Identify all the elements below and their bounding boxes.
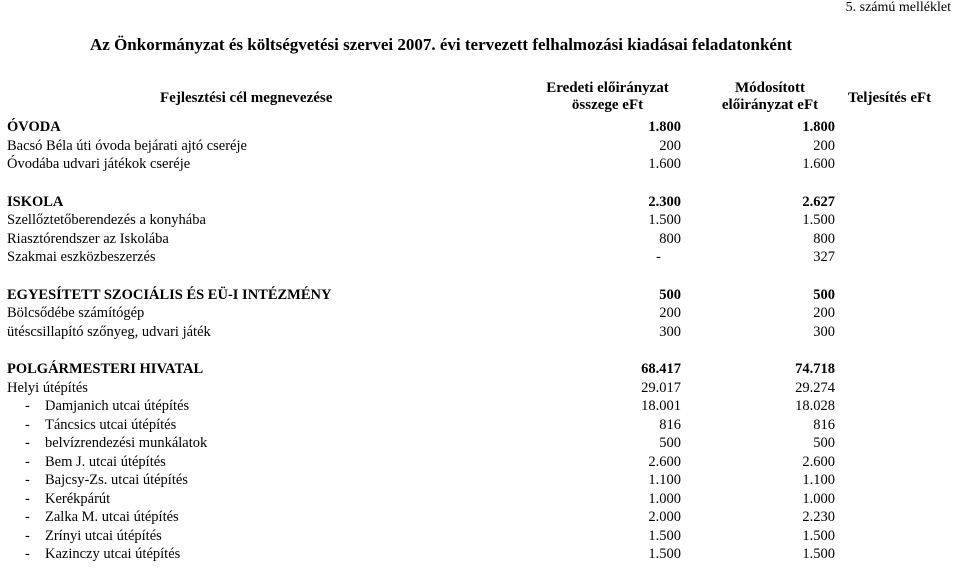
header-name: Fejlesztési cél megnevezése (160, 90, 333, 106)
modified-value: 1.500 (802, 212, 835, 228)
list-dash: - (25, 509, 30, 525)
table-row (7, 323, 847, 342)
row-label: Szellőztetőberendezés a konyhába (7, 212, 206, 228)
original-value: 200 (659, 305, 681, 321)
row-label: Damjanich utcai útépítés (45, 398, 190, 414)
modified-value: 29.274 (795, 379, 835, 396)
header-original-budget-line1: Eredeti előirányzat (546, 80, 669, 96)
modified-value: 327 (813, 249, 835, 265)
modified-value: 200 (813, 305, 835, 321)
modified-value: 300 (813, 323, 835, 340)
row-label: POLGÁRMESTERI HIVATAL (7, 361, 204, 377)
header-modified-budget-line2: előirányzat eFt (721, 97, 819, 113)
row-label: Bölcsődébe számítógép (7, 305, 145, 321)
row-label: ütéscsillapító szőnyeg, udvari játék (7, 323, 211, 340)
row-label: belvízrendezési munkálatok (45, 435, 208, 451)
header-completion: Teljesítés eFt (848, 90, 932, 106)
modified-value: 1.000 (802, 490, 835, 507)
modified-value: 800 (813, 230, 835, 247)
list-dash: - (25, 490, 30, 507)
header-original-budget-line2: összege eFt (571, 97, 644, 113)
original-value: 1.600 (648, 156, 681, 172)
budget-table (7, 118, 847, 564)
row-label: Zrínyi utcai útépítés (45, 527, 162, 544)
modified-value: 2.230 (802, 509, 835, 525)
table-row (7, 155, 847, 174)
original-value: 1.000 (648, 490, 681, 507)
row-label: Óvodába udvari játékok cseréje (7, 156, 191, 172)
table-row (7, 434, 847, 453)
modified-value: 1.100 (802, 472, 835, 488)
original-value: 2.000 (648, 509, 681, 525)
list-dash: - (25, 416, 30, 433)
table-row (7, 490, 847, 509)
row-label: Bajcsy-Zs. utcai útépítés (45, 472, 188, 488)
page-title: Az Önkormányzat és költségvetési szervei 2007. évi tervezett felhalmozási kiadásai feladatonként (90, 35, 793, 54)
table-row (7, 230, 847, 249)
row-label: Zalka M. utcai útépítés (45, 509, 179, 525)
table-row (7, 304, 847, 323)
table-row (7, 508, 847, 527)
table-row (7, 211, 847, 230)
row-label: Bem J. utcai útépítés (45, 453, 166, 470)
modified-value: 200 (813, 137, 835, 154)
row-label: ISKOLA (7, 193, 64, 210)
list-dash: - (25, 546, 30, 562)
original-value: 200 (659, 137, 681, 154)
header-original-budget (520, 80, 695, 114)
row-label: Táncsics utcai útépítés (45, 416, 177, 433)
section-row (7, 193, 847, 212)
row-label: ÓVODA (7, 119, 61, 135)
original-value: 1.800 (648, 119, 681, 135)
original-value: 300 (659, 323, 681, 340)
modified-value: 2.627 (802, 193, 835, 210)
original-value: 2.600 (648, 453, 681, 470)
original-value: 500 (659, 435, 681, 451)
header-modified-budget (700, 80, 840, 114)
original-value: 1.500 (648, 546, 681, 562)
original-value: 2.300 (648, 193, 681, 210)
list-dash: - (25, 398, 30, 414)
table-row (7, 416, 847, 435)
original-value: - (656, 249, 661, 265)
row-label: EGYESÍTETT SZOCIÁLIS ÉS EÜ-I INTÉZMÉNY (7, 286, 332, 303)
original-value: 500 (659, 286, 681, 303)
original-value: 800 (659, 230, 681, 247)
modified-value: 1.500 (802, 527, 835, 544)
list-dash: - (25, 435, 30, 451)
row-label: Szakmai eszközbeszerzés (7, 249, 156, 265)
table-row (7, 545, 847, 564)
row-label: Riasztórendszer az Iskolába (7, 230, 169, 247)
row-label: Kazinczy utcai útépítés (45, 546, 181, 562)
original-value: 68.417 (641, 361, 681, 377)
row-label: Helyi útépítés (7, 379, 88, 396)
row-label: Kerékpárút (45, 490, 111, 507)
original-value: 1.100 (648, 472, 681, 488)
table-row (7, 471, 847, 490)
modified-value: 18.028 (795, 398, 835, 414)
table-row (7, 379, 847, 398)
section-row (7, 360, 847, 379)
row-label: Bacsó Béla úti óvoda bejárati ajtó cseréje (7, 137, 247, 154)
modified-value: 500 (813, 286, 835, 303)
original-value: 18.001 (641, 398, 681, 414)
table-row (7, 248, 847, 267)
original-value: 1.500 (648, 212, 681, 228)
section-row (7, 286, 847, 305)
table-row (7, 453, 847, 472)
modified-value: 1.600 (802, 156, 835, 172)
annex-label: 5. számú melléklet (845, 0, 951, 15)
modified-value: 1.500 (802, 546, 835, 562)
list-dash: - (25, 527, 30, 544)
original-value: 816 (659, 416, 681, 433)
list-dash: - (25, 453, 30, 470)
table-row (7, 137, 847, 156)
list-dash: - (25, 472, 30, 488)
modified-value: 1.800 (802, 119, 835, 135)
original-value: 1.500 (648, 527, 681, 544)
modified-value: 500 (813, 435, 835, 451)
spacer-row (7, 174, 847, 193)
modified-value: 74.718 (795, 361, 835, 377)
section-row (7, 118, 847, 137)
table-row (7, 527, 847, 546)
table-row (7, 397, 847, 416)
modified-value: 816 (813, 416, 835, 433)
spacer-row (7, 267, 847, 286)
header-modified-budget-line1: Módosított (735, 80, 805, 96)
modified-value: 2.600 (802, 453, 835, 470)
original-value: 29.017 (641, 379, 681, 396)
spacer-row (7, 341, 847, 360)
